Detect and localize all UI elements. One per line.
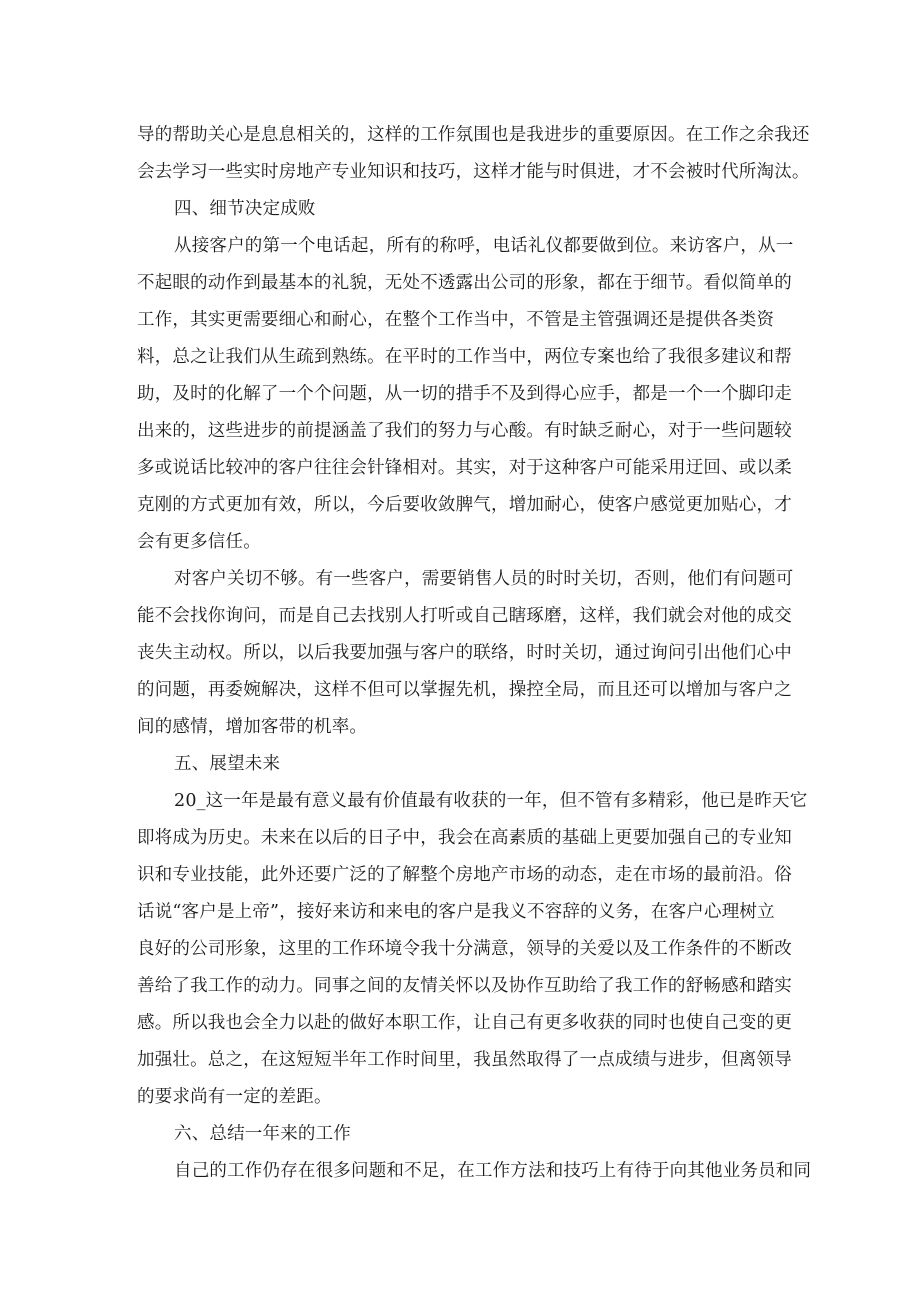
text-line: 不起眼的动作到最基本的礼貌，无处不透露出公司的形象，都在于细节。看似简单的 [137, 273, 792, 293]
text-line: 良好的公司形象，这里的工作环境令我十分满意，领导的关爱以及工作条件的不断改 [137, 939, 792, 959]
text-line: 克刚的方式更加有效，所以，今后要收敛脾气，增加耐心，使客户感觉更加贴心，才 [137, 495, 792, 515]
text-line: 对客户关切不够。有一些客户，需要销售人员的时时关切，否则，他们有问题可 [174, 569, 794, 589]
text-line: 即将成为历史。未来在以后的日子中，我会在高素质的基础上更要加强自己的专业知 [137, 828, 792, 848]
text-line: 的要求尚有一定的差距。 [137, 1087, 332, 1107]
text-line: 能不会找你询问，而是自己去找别人打听或自己瞎琢磨，这样，我们就会对他的成交 [137, 606, 792, 626]
text-line: 自己的工作仍存在很多问题和不足，在工作方法和技巧上有待于向其他业务员和同 [174, 1161, 812, 1181]
text-line: 多或说话比较冲的客户往往会针锋相对。其实，对于这种客户可能采用迂回、或以柔 [137, 458, 792, 478]
text-line: 料，总之让我们从生疏到熟练。在平时的工作当中，两位专案也给了我很多建议和帮 [137, 347, 792, 367]
text-line: 的问题，再委婉解决，这样不但可以掌握先机，操控全局，而且还可以增加与客户之 [137, 680, 792, 700]
text-line: 从接客户的第一个电话起，所有的称呼，电话礼仪都要做到位。来访客户，从一 [174, 236, 794, 256]
text-line: 丧失主动权。所以，以后我要加强与客户的联络，时时关切，通过询问引出他们心中 [137, 643, 792, 663]
text-line: 加强壮。总之，在这短短半年工作时间里，我虽然取得了一点成绩与进步，但离领导 [137, 1050, 792, 1070]
text-line: 出来的，这些进步的前提涵盖了我们的努力与心酸。有时缺乏耐心，对于一些问题较 [137, 421, 792, 441]
section-heading: 四、细节决定成败 [174, 199, 316, 219]
text-line: 识和专业技能，此外还要广泛的了解整个房地产市场的动态，走在市场的最前沿。俗 [137, 865, 792, 885]
text-line: 善给了我工作的动力。同事之间的友情关怀以及协作互助给了我工作的舒畅感和踏实 [137, 976, 792, 996]
text-line: 工作，其实更需要细心和耐心，在整个工作当中，不管是主管强调还是提供各类资 [137, 310, 775, 330]
section-heading: 六、总结一年来的工作 [174, 1124, 351, 1144]
section-heading: 五、展望未来 [174, 754, 281, 774]
text-line: 间的感情，增加客带的机率。 [137, 717, 368, 737]
text-line: 感。所以我也会全力以赴的做好本职工作，让自己有更多收获的同时也使自己变的更 [137, 1013, 792, 1033]
text-line: 会有更多信任。 [137, 532, 261, 552]
text-line: 话说“客户是上帝”，接好来访和来电的客户是我义不容辞的义务，在客户心理树立 [137, 902, 775, 922]
text-line: 导的帮助关心是息息相关的，这样的工作氛围也是我进步的重要原因。在工作之余我还 [137, 125, 810, 145]
text-line: 会去学习一些实时房地产专业知识和技巧，这样才能与时俱进，才不会被时代所淘汰。 [137, 162, 810, 182]
text-line: 20_这一年是最有意义最有价值最有收获的一年，但不管有多精彩，他已是昨天它 [174, 791, 808, 811]
text-line: 助，及时的化解了一个个问题，从一切的措手不及到得心应手，都是一个一个脚印走 [137, 384, 792, 404]
